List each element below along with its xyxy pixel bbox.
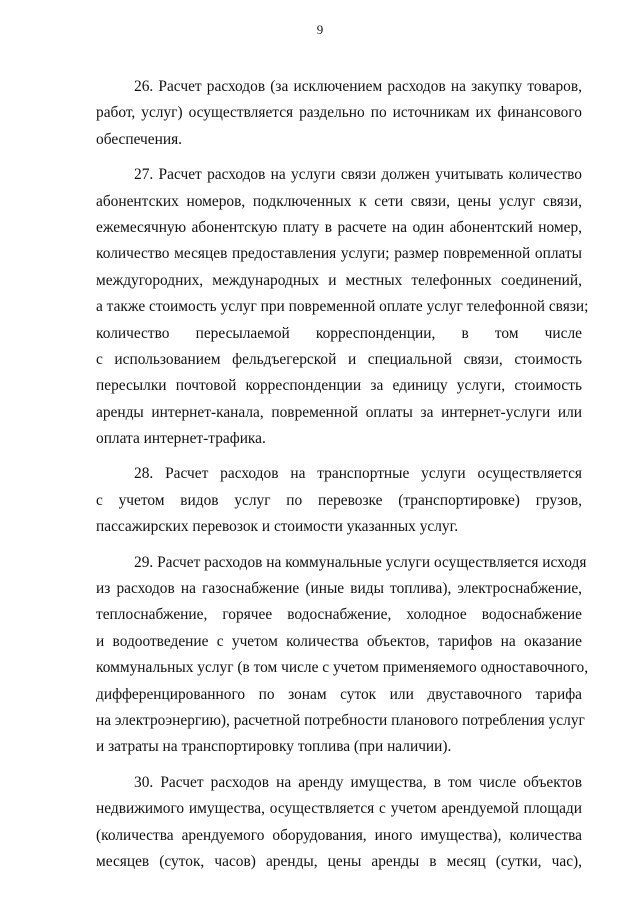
- text-line: теплоснабжение, горячее водоснабжение, холодное водоснабжение: [96, 606, 582, 624]
- text-line: пассажирских перевозок и стоимости указанных услуг.: [96, 518, 459, 536]
- text-line: (количества арендуемого оборудования, иного имущества), количества: [96, 826, 582, 844]
- text-line: оплата интернет-трафика.: [96, 430, 266, 448]
- paragraph: [96, 162, 589, 452]
- text-line: аренды интернет-канала, повременной оплаты за интернет-услуги или: [96, 403, 582, 421]
- text-line: недвижимого имущества, осуществляется с учетом арендуемой площади: [96, 800, 582, 818]
- text-line: ежемесячную абонентскую плату в расчете на один абонентский номер,: [96, 218, 582, 236]
- text-line: количество пересылаемой корреспонденции, в том числе: [96, 324, 582, 342]
- text-line: из расходов на газоснабжение (иные виды топлива), электроснабжение,: [96, 580, 582, 598]
- text-line: дифференцированного по зонам суток или двуставочного тарифа: [96, 685, 582, 703]
- text-line: количество месяцев предоставления услуги; размер повременной оплаты: [96, 245, 582, 263]
- document-body: [96, 74, 589, 875]
- text-line: 30. Расчет расходов на аренду имущества, в том числе объектов: [134, 773, 582, 791]
- text-line: а также стоимость услуг при повременной оплате услуг телефонной связи;: [96, 298, 589, 316]
- paragraph: [96, 550, 589, 761]
- text-line: с учетом видов услуг по перевозке (транспортировке) грузов,: [96, 491, 582, 509]
- text-line: абонентских номеров, подключенных к сети связи, цены услуг связи,: [96, 192, 582, 210]
- text-line: работ, услуг) осуществляется раздельно по источникам их финансового: [96, 104, 582, 122]
- text-line: 28. Расчет расходов на транспортные услуги осуществляется: [134, 465, 582, 483]
- text-line: и водоотведение с учетом количества объектов, тарифов на оказание: [96, 632, 582, 650]
- text-line: пересылки почтовой корреспонденции за единицу услуги, стоимость: [96, 377, 582, 395]
- text-line: и затраты на транспортировку топлива (при наличии).: [96, 738, 452, 756]
- text-line: обеспечения.: [96, 130, 183, 148]
- text-line: на электроэнергию), расчетной потребности планового потребления услуг: [96, 711, 585, 729]
- text-line: месяцев (суток, часов) аренды, цены аренды в месяц (сутки, час),: [96, 852, 582, 870]
- text-line: 29. Расчет расходов на коммунальные услуги осуществляется исходя: [134, 553, 587, 571]
- text-line: междугородних, международных и местных телефонных соединений,: [96, 271, 582, 289]
- text-line: коммунальных услуг (в том числе с учетом применяемого одноставочного,: [96, 659, 589, 677]
- paragraph: [96, 461, 582, 540]
- paragraph: [96, 74, 582, 153]
- text-line: с использованием фельдъегерской и специальной связи, стоимость: [96, 350, 582, 368]
- text-line: 26. Расчет расходов (за исключением расходов на закупку товаров,: [134, 78, 582, 95]
- page-number: 9: [316, 22, 324, 37]
- paragraph: [96, 770, 582, 876]
- text-line: 27. Расчет расходов на услуги связи должен учитывать количество: [134, 166, 582, 184]
